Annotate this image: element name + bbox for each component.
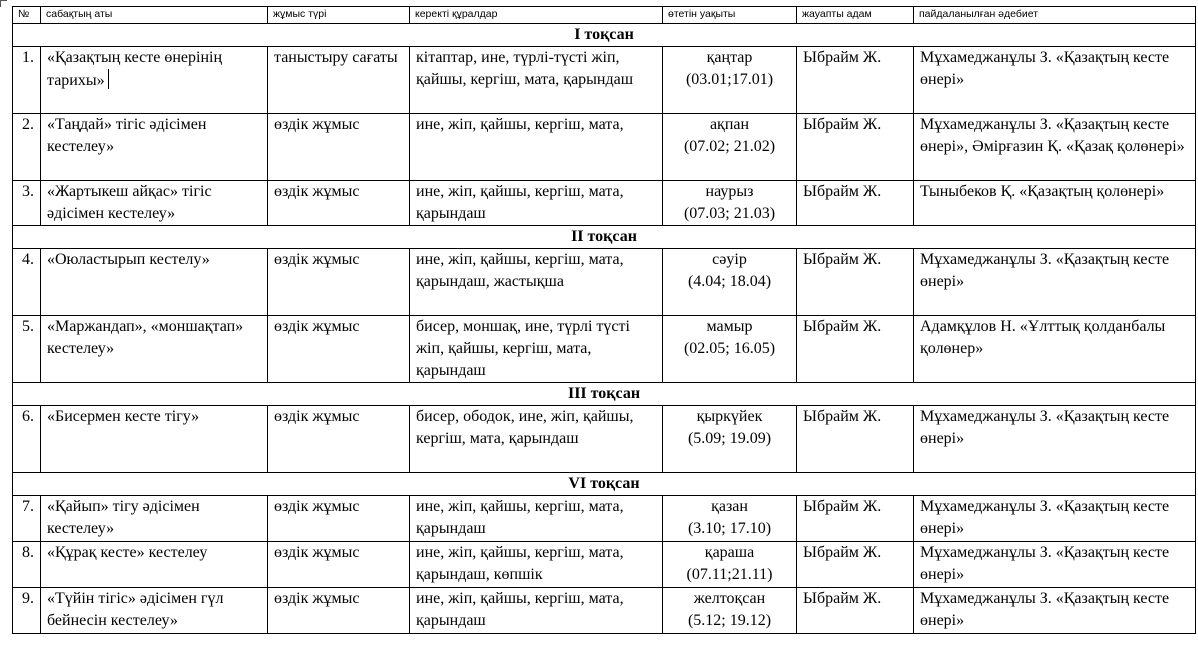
row-number: 3.	[13, 181, 41, 226]
literature-cell[interactable]: Мұхамеджанұлы З. «Қазақтың кесте өнері»	[914, 496, 1196, 542]
responsible-cell[interactable]: Ыбрайм Ж.	[797, 47, 914, 114]
tools-cell[interactable]: ине, жіп, қайшы, кергіш, мата, қарындаш, жастықша	[410, 249, 663, 316]
time-cell[interactable]	[663, 114, 797, 181]
work-type-cell[interactable]: өздік жұмыс	[268, 406, 410, 473]
dates-text: (03.01;17.01)	[685, 71, 774, 88]
time-cell[interactable]	[663, 316, 797, 383]
header-literature: пайдаланылған әдебиет	[914, 7, 1196, 24]
literature-cell[interactable]: Мұхамеджанұлы З. «Қазақтың кесте өнері»	[914, 542, 1196, 588]
tools-cell[interactable]: ине, жіп, қайшы, кергіш, мата, қарындаш	[410, 181, 663, 226]
header-tools: керекті құралдар	[410, 7, 663, 24]
lesson-cell[interactable]: «Жартыкеш айқас» тігіс әдісімен кестелеу»	[41, 181, 268, 226]
dates-text: (07.02; 21.02)	[683, 138, 776, 155]
table-row	[13, 47, 1196, 114]
table-row	[13, 181, 1196, 226]
dates-text: (4.04; 18.04)	[687, 273, 772, 290]
schedule-table	[12, 6, 1196, 634]
tools-cell[interactable]: кітаптар, ине, түрлі-түсті жіп, қайшы, кергіш, мата, қарындаш	[410, 47, 663, 114]
work-type-cell[interactable]: өздік жұмыс	[268, 542, 410, 588]
responsible-cell[interactable]: Ыбрайм Ж.	[797, 542, 914, 588]
header-responsible: жауапты адам	[797, 7, 914, 24]
month-text: қазан	[711, 498, 748, 515]
month-text: желтоқсан	[693, 590, 766, 607]
month-text: наурыз	[705, 183, 754, 200]
row-number: 7.	[13, 496, 41, 542]
row-number: 4.	[13, 249, 41, 316]
dates-text: (3.10; 17.10)	[687, 520, 772, 537]
header-time: өтетін уақыты	[663, 7, 797, 24]
dates-text: (07.03; 21.03)	[683, 205, 776, 222]
lesson-cell[interactable]: «Түйін тігіс» әдісімен гүл бейнесін кестелеу»	[41, 588, 268, 634]
quarter-row	[13, 24, 1196, 47]
time-cell[interactable]	[663, 542, 797, 588]
work-type-cell[interactable]: өздік жұмыс	[268, 496, 410, 542]
responsible-cell[interactable]: Ыбрайм Ж.	[797, 181, 914, 226]
quarter-title: ІІ тоқсан	[13, 226, 1196, 249]
responsible-cell[interactable]: Ыбрайм Ж.	[797, 588, 914, 634]
table-move-handle[interactable]	[0, 0, 7, 7]
row-number: 6.	[13, 406, 41, 473]
dates-text: (07.11;21.11)	[686, 566, 773, 583]
month-text: ақпан	[709, 116, 750, 133]
quarter-row	[13, 473, 1196, 496]
literature-cell[interactable]: Адамқұлов Н. «Ұлттық қолданбалы қолөнер»	[914, 316, 1196, 383]
quarter-row	[13, 226, 1196, 249]
lesson-cell[interactable]	[41, 47, 268, 114]
lesson-cell[interactable]: «Оюластырып кестелу»	[41, 249, 268, 316]
tools-cell[interactable]: ине, жіп, қайшы, кергіш, мата, қарындаш	[410, 588, 663, 634]
dates-text: (02.05; 16.05)	[683, 340, 776, 357]
month-text: қаңтар	[706, 49, 753, 66]
header-work-type: жұмыс түрі	[268, 7, 410, 24]
row-number: 5.	[13, 316, 41, 383]
tools-cell[interactable]: ине, жіп, қайшы, кергіш, мата,	[410, 114, 663, 181]
row-number: 9.	[13, 588, 41, 634]
table-row	[13, 542, 1196, 588]
header-num: №	[13, 7, 41, 24]
literature-cell[interactable]: Мұхамеджанұлы З. «Қазақтың кесте өнері»	[914, 588, 1196, 634]
table-row	[13, 316, 1196, 383]
quarter-title: VІ тоқсан	[13, 473, 1196, 496]
table-row	[13, 496, 1196, 542]
time-cell[interactable]	[663, 496, 797, 542]
tools-cell[interactable]: ине, жіп, қайшы, кергіш, мата, қарындаш, көпшік	[410, 542, 663, 588]
table-row	[13, 406, 1196, 473]
tools-cell[interactable]: бисер, моншақ, ине, түрлі түсті жіп, қайшы, кергіш, мата, қарындаш	[410, 316, 663, 383]
time-cell[interactable]	[663, 47, 797, 114]
quarter-row	[13, 383, 1196, 406]
month-text: қыркүйек	[696, 408, 763, 425]
lesson-cell[interactable]: «Бисермен кесте тігу»	[41, 406, 268, 473]
quarter-title: ІІІ тоқсан	[13, 383, 1196, 406]
lesson-cell[interactable]: «Қайып» тігу әдісімен кестелеу»	[41, 496, 268, 542]
literature-cell[interactable]: Мұхамеджанұлы З. «Қазақтың кесте өнері»	[914, 47, 1196, 114]
literature-cell[interactable]: Мұхамеджанұлы З. «Қазақтың кесте өнері»	[914, 249, 1196, 316]
table-row	[13, 588, 1196, 634]
month-text: мамыр	[706, 318, 753, 335]
work-type-cell[interactable]: өздік жұмыс	[268, 588, 410, 634]
work-type-cell[interactable]: өздік жұмыс	[268, 249, 410, 316]
tools-cell[interactable]: ине, жіп, қайшы, кергіш, мата, қарындаш	[410, 496, 663, 542]
time-cell[interactable]	[663, 406, 797, 473]
responsible-cell[interactable]: Ыбрайм Ж.	[797, 249, 914, 316]
tools-cell[interactable]: бисер, ободок, ине, жіп, қайшы, кергіш, мата, қарындаш	[410, 406, 663, 473]
table-row	[13, 249, 1196, 316]
row-number: 1.	[13, 47, 41, 114]
literature-cell[interactable]: Тыныбеков Қ. «Қазақтың қолөнері»	[914, 181, 1196, 226]
document-page	[12, 6, 1196, 634]
month-text: қараша	[704, 544, 755, 561]
text-cursor	[108, 69, 109, 89]
time-cell[interactable]	[663, 249, 797, 316]
responsible-cell[interactable]: Ыбрайм Ж.	[797, 406, 914, 473]
lesson-cell[interactable]: «Құрақ кесте» кестелеу	[41, 542, 268, 588]
time-cell[interactable]	[663, 588, 797, 634]
row-number: 2.	[13, 114, 41, 181]
work-type-cell[interactable]: таныстыру сағаты	[268, 47, 410, 114]
work-type-cell[interactable]: өздік жұмыс	[268, 114, 410, 181]
lesson-cell[interactable]: «Таңдай» тігіс әдісімен кестелеу»	[41, 114, 268, 181]
lesson-cell[interactable]: «Маржандап», «моншақтап» кестелеу»	[41, 316, 268, 383]
work-type-cell[interactable]: өздік жұмыс	[268, 316, 410, 383]
dates-text: (5.12; 19.12)	[687, 612, 772, 629]
header-row	[13, 7, 1196, 24]
literature-cell[interactable]: Мұхамеджанұлы З. «Қазақтың кесте өнері», Әмірғазин Қ. «Қазақ қолөнері»	[914, 114, 1196, 181]
month-text: сәуір	[712, 251, 747, 268]
time-cell[interactable]	[663, 181, 797, 226]
quarter-title: І тоқсан	[13, 24, 1196, 47]
lesson-text: «Қазақтың кесте өнерінің тарихы»	[47, 49, 223, 89]
responsible-cell[interactable]: Ыбрайм Ж.	[797, 114, 914, 181]
responsible-cell[interactable]: Ыбрайм Ж.	[797, 496, 914, 542]
work-type-cell[interactable]: өздік жұмыс	[268, 181, 410, 226]
row-number: 8.	[13, 542, 41, 588]
table-row	[13, 114, 1196, 181]
responsible-cell[interactable]: Ыбрайм Ж.	[797, 316, 914, 383]
dates-text: (5.09; 19.09)	[687, 430, 772, 447]
literature-cell[interactable]: Мұхамеджанұлы З. «Қазақтың кесте өнері»	[914, 406, 1196, 473]
header-lesson: сабақтың аты	[41, 7, 268, 24]
